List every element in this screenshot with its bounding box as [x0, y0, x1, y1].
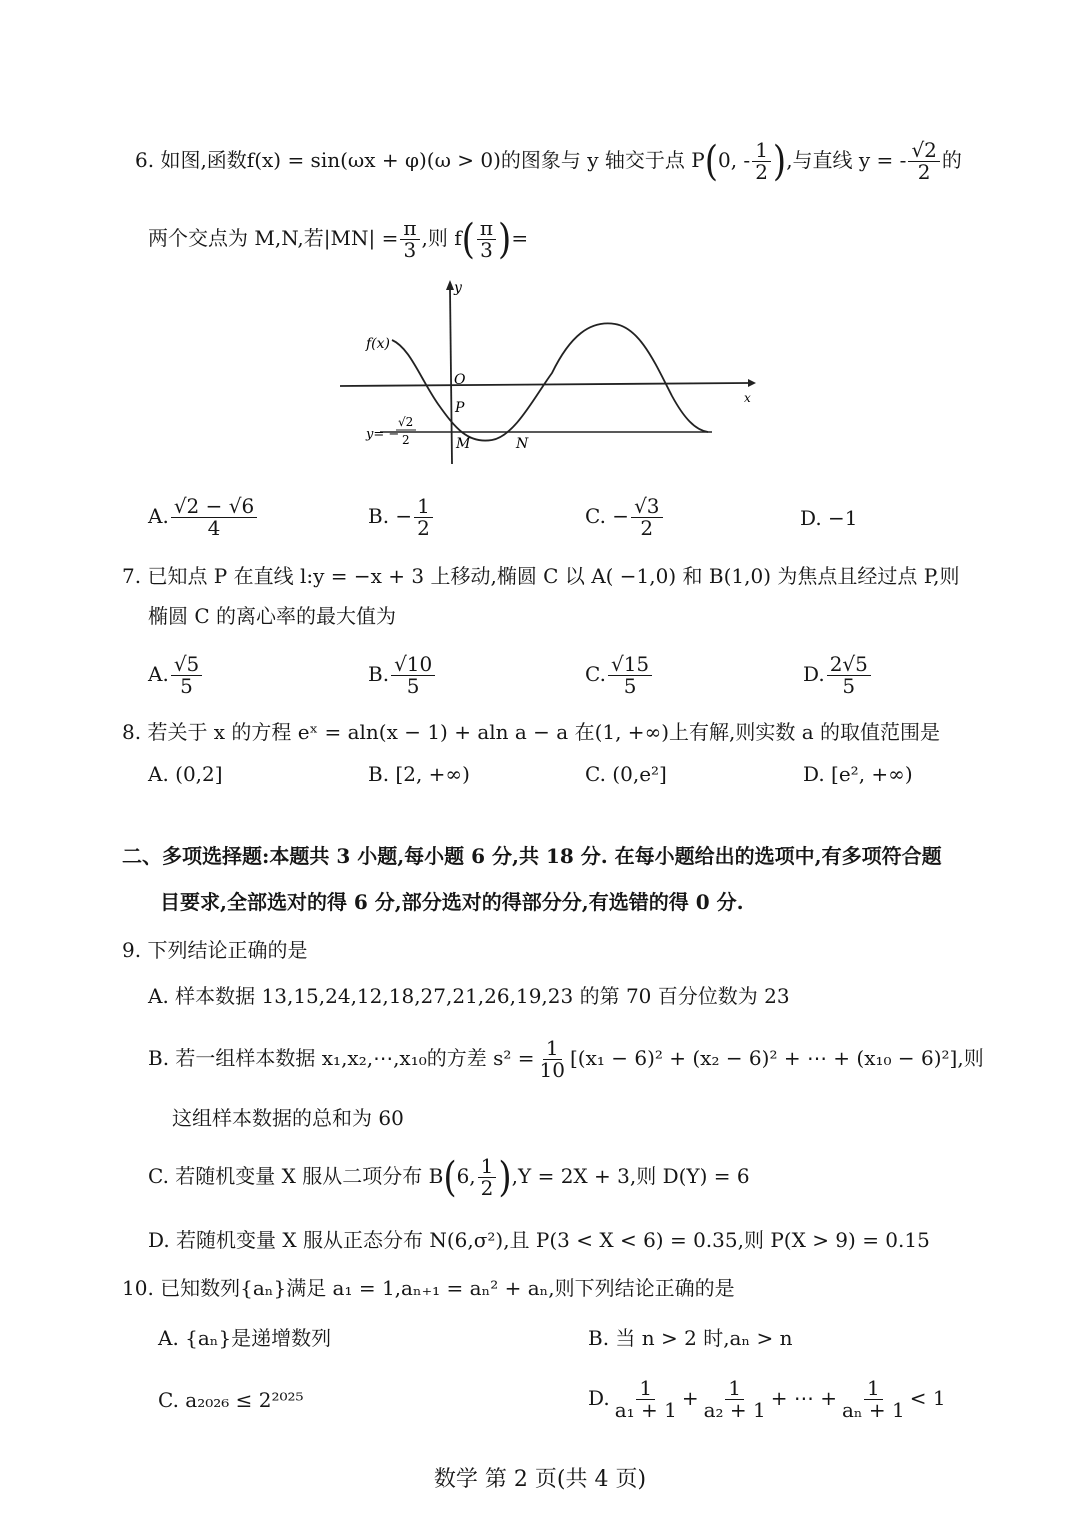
q6-line1	[135, 137, 962, 186]
q6-f-arg-num: π	[477, 218, 496, 240]
q10-option-d	[588, 1378, 946, 1421]
q7-option-d	[803, 654, 873, 697]
sine-graph	[340, 278, 760, 468]
point-n-label: N	[516, 436, 529, 452]
q6-half-num: 1	[752, 140, 771, 162]
q6-line2	[148, 215, 529, 264]
q7-line1: 7. 已知点 P 在直线 l:y = −x + 3 上移动,椭圆 C 以 A( −1,0) 和 B(1,0) 为焦点且经过点 P,则	[122, 564, 960, 588]
q6-three-den: 3	[403, 238, 417, 262]
q9-option-c	[148, 1153, 750, 1202]
q6-text-prefix: 6. 如图,函数f(x) = sin(ωx + φ)(ω > 0)的图象与 y 轴交于点 P	[135, 148, 705, 172]
q9-title: 9. 下列结论正确的是	[122, 938, 308, 962]
q7-c-num: √15	[608, 654, 652, 676]
q7-option-b	[368, 654, 437, 697]
q9-c-paren-close: )	[498, 1153, 512, 1202]
q7-a-num: √5	[171, 654, 202, 676]
q10-d-num2: 1	[725, 1378, 744, 1400]
q7-a-den: 5	[180, 674, 193, 698]
q6-f-paren-open: (	[461, 215, 475, 264]
q6-line2-mid: ,则 f	[421, 226, 462, 250]
q9-c-fraction	[478, 1156, 497, 1199]
q6-option-b	[368, 496, 435, 539]
q6-b-num: 1	[414, 496, 433, 518]
x-axis-label: x	[744, 391, 751, 405]
q7-line2: 椭圆 C 的离心率的最大值为	[148, 604, 397, 628]
q6-sqrt2-num: √2	[908, 140, 939, 162]
q6-f-arg-den: 3	[480, 238, 493, 262]
y-axis-label: y	[454, 280, 462, 296]
q6-text-mid: ,与直线 y = -	[786, 148, 907, 172]
q7-option-c	[585, 654, 654, 697]
q7-b-den: 5	[406, 674, 420, 698]
q6-c-fraction	[631, 496, 662, 539]
page-footer: 数学 第 2 页(共 4 页)	[433, 1467, 647, 1492]
q6-c-num: √3	[631, 496, 662, 518]
q9-c-paren-open: (	[443, 1153, 457, 1202]
y-axis-arrow	[446, 280, 454, 290]
q10-d-label: D.	[588, 1386, 610, 1410]
q7-option-a	[148, 654, 204, 697]
q9-option-b	[148, 1038, 984, 1081]
origin-label: O	[454, 372, 466, 388]
q9-b-num: 1	[543, 1038, 562, 1060]
sine-curve	[392, 323, 708, 440]
q6-option-a	[148, 496, 259, 539]
q7-c-label: C.	[585, 662, 606, 686]
q6-pi3-fraction	[400, 218, 419, 261]
q8-line1: 8. 若关于 x 的方程 eˣ = aln(x − 1) + aln a − a 在(1, +∞)上有解,则实数 a 的取值范围是	[122, 720, 941, 744]
q6-line2-suffix: =	[511, 226, 529, 250]
q6-pi-num: π	[400, 218, 419, 240]
q6-a-den: 4	[207, 516, 221, 540]
q7-c-den: 5	[623, 674, 637, 698]
q10-d-num1: 1	[636, 1378, 655, 1400]
q6-paren-close: )	[772, 137, 787, 186]
q10-d-den1: a₁ + 1	[614, 1398, 677, 1422]
q6-a-fraction	[171, 496, 257, 539]
q6-a-num: √2 − √6	[171, 496, 257, 518]
q7-b-num: √10	[391, 654, 435, 676]
q10-option-c: C. a₂₀₂₆ ≤ 2²⁰²⁵	[158, 1388, 304, 1412]
q10-d-den3: aₙ + 1	[841, 1398, 905, 1422]
q7-d-num: 2√5	[827, 654, 871, 676]
q10-d-plus1: +	[681, 1386, 699, 1410]
q10-d-frac2	[701, 1378, 769, 1421]
x-axis-arrow	[748, 379, 756, 387]
q6-option-c	[585, 496, 665, 539]
q7-d-den: 5	[842, 674, 856, 698]
q9-c-six: 6,	[456, 1164, 476, 1188]
q7-d-label: D.	[803, 662, 825, 686]
q10-option-b: B. 当 n > 2 时,aₙ > n	[588, 1326, 793, 1350]
q6-line2-prefix: 两个交点为 M,N,若|MN| =	[148, 226, 399, 250]
q9-option-a: A. 样本数据 13,15,24,12,18,27,21,26,19,23 的第 70 百分位数为 23	[148, 984, 790, 1008]
q6-sqrt2-den: 2	[917, 160, 931, 184]
q6-b-fraction	[414, 496, 433, 539]
q9-c-prefix: C. 若随机变量 X 服从二项分布 B	[148, 1164, 444, 1188]
q6-text-suffix: 的	[941, 148, 962, 172]
q7-a-label: A.	[148, 662, 169, 686]
q6-sqrt2-fraction	[908, 140, 939, 183]
q6-half-fraction	[752, 140, 771, 183]
q8-option-a: A. (0,2]	[148, 762, 223, 786]
section2-line1: 二、多项选择题:本题共 3 小题,每小题 6 分,共 18 分. 在每小题给出的选项中,有多项符合题	[122, 844, 942, 868]
q9-c-suffix: ,Y = 2X + 3,则 D(Y) = 6	[511, 1164, 750, 1188]
q10-title: 10. 已知数列{aₙ}满足 a₁ = 1,aₙ₊₁ = aₙ² + aₙ,则下列结论正确的是	[122, 1276, 735, 1300]
q7-d-fraction	[827, 654, 871, 697]
line-label-sqrt2: √2	[398, 415, 414, 429]
q7-b-fraction	[391, 654, 435, 697]
q8-option-c: C. (0,e²]	[585, 762, 667, 786]
point-p-label: P	[455, 400, 465, 416]
q9-b-prefix: B. 若一组样本数据 x₁,x₂,⋯,x₁₀的方差 s² =	[148, 1046, 535, 1070]
q6-b-den: 2	[417, 516, 430, 540]
q9-b-suffix: [(x₁ − 6)² + (x₂ − 6)² + ⋯ + (x₁₀ − 6)²],则	[569, 1046, 984, 1070]
q6-b-label: B. −	[368, 504, 413, 528]
q10-d-suffix: < 1	[909, 1386, 946, 1410]
q10-d-plus2: + ⋯ +	[770, 1386, 837, 1410]
q10-d-den2: a₂ + 1	[703, 1398, 766, 1422]
q10-d-num3: 1	[864, 1378, 883, 1400]
q10-d-frac1	[612, 1378, 680, 1421]
f-label: f(x)	[366, 336, 391, 352]
q6-point-x: 0, -	[717, 148, 751, 172]
point-m-label: M	[456, 436, 471, 452]
line-label-prefix: y= −	[366, 427, 400, 442]
q7-b-label: B.	[368, 662, 390, 686]
q6-a-label: A.	[148, 504, 169, 528]
q6-c-label: C. −	[585, 504, 630, 528]
section2-line2: 目要求,全部选对的得 6 分,部分选对的得部分分,有选错的得 0 分.	[160, 890, 744, 914]
q6-c-den: 2	[640, 516, 654, 540]
q6-half-den: 2	[755, 160, 768, 184]
q9-b-den: 10	[539, 1058, 565, 1082]
line-label-two: 2	[402, 433, 410, 447]
q9-option-b-line2: 这组样本数据的总和为 60	[172, 1106, 404, 1130]
q7-a-fraction	[171, 654, 202, 697]
q9-c-den: 2	[480, 1176, 494, 1200]
q7-c-fraction	[608, 654, 652, 697]
q9-c-num: 1	[478, 1156, 497, 1178]
q8-option-d: D. [e², +∞)	[803, 762, 913, 786]
q10-option-a: A. {aₙ}是递增数列	[158, 1326, 332, 1350]
q10-d-frac3	[839, 1378, 908, 1421]
y-axis	[450, 288, 452, 464]
q8-option-b: B. [2, +∞)	[368, 762, 470, 786]
q6-f-paren-close: )	[498, 215, 512, 264]
q6-paren-open: (	[704, 137, 718, 186]
q9-b-fraction	[537, 1038, 568, 1081]
q6-option-d: D. −1	[800, 506, 858, 530]
q9-option-d: D. 若随机变量 X 服从正态分布 N(6,σ²),且 P(3 < X < 6) = 0.35,则 P(X > 9) = 0.15	[148, 1228, 930, 1252]
q6-f-arg-fraction	[477, 218, 496, 261]
